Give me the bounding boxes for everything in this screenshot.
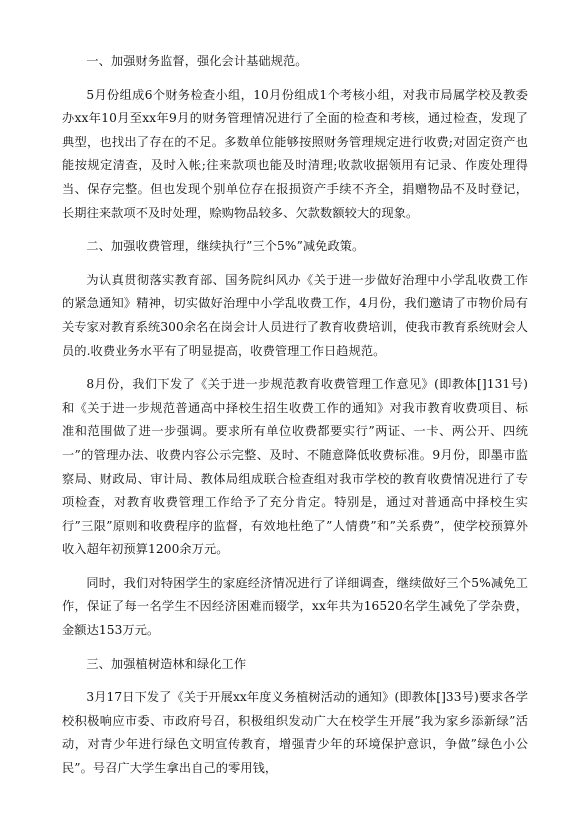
section-heading-1: 一、加强财务监督，强化会计基础规范。 xyxy=(86,54,308,68)
section-heading-3: 三、加强植树造林和绿化工作 xyxy=(86,656,247,671)
body-paragraph-5: 3月17日下发了《关于开展xx年度义务植树活动的通知》(即教体[]33号)要求各学校积极响应市委、市政府号召，积极组织发动广大在校学生开展”我为家乡添新绿”活动，对青少年进行绿色文明宣传教育，增强青少年的环境保护意识，争做”绿色小公民”。号召广大学生拿出自己的零用钱， xyxy=(62,690,528,776)
body-paragraph-4: 同时，我们对特困学生的家庭经济情况进行了详细调查，继续做好三个5%减免工作，保证了每一名学生不因经济困难而辍学，xx年共为16520名学生减免了学杂费，金额达153万元。 xyxy=(62,575,528,638)
section-heading-2: 二、加强收费管理，继续执行”三个5%”减免政策。 xyxy=(86,239,365,254)
body-paragraph-2: 为认真贯彻落实教育部、国务院纠风办《关于进一步做好治理中小学乱收费工作的紧急通知》精神，切实做好治理中小学乱收费工作，4月份，我们邀请了市物价局有关专家对教育系统300余名在岗会计人员进行了教育收费培训，使我市教育系统财会人员的.收费业务水平有了明显提高，收费管理工作日趋规范。 xyxy=(62,272,528,358)
body-paragraph-3: 8月份，我们下发了《关于进一步规范教育收费管理工作意见》(即教体[]131号)和《关于进一步规范普通高中择校生招生收费工作的通知》对我市教育收费项目、标准和范围做了进一步强调。要求所有单位收费都要实行”两证、一卡、两公开、四统一”的管理办法、收费内容公示完整、及时、不随意降低收费标准。9月份，即墨市监察局、财政局、审计局、教体局组成联合检查组对我市学校的教育收费情况进行了专项检查，对教育收费管理工作给予了充分肯定。特别是，通过对普通高中择校生实行”三限”原则和收费程序的监督，有效地杜绝了”人情费”和”关系费”，使学校预算外收入超年初预算1200余万元。 xyxy=(62,377,528,557)
body-paragraph-1: 5月份组成6个财务检查小组，10月份组成1个考核小组，对我市局属学校及教委办xx年10月至xx年9月的财务管理情况进行了全面的检查和考核，通过检查，发现了典型，也找出了存在的不足。多数单位能够按照财务管理规定进行收费;对固定资产也能按规定清查，及时入帐;往来款项也能及时清理;收款收据领用有记录、作废处理得当、保存完整。但也发现个别单位存在报损资产手续不齐全，捐赠物品不及时登记，长期往来款项不及时处理，赊购物品较多、欠款数额较大的现象。 xyxy=(62,87,528,220)
